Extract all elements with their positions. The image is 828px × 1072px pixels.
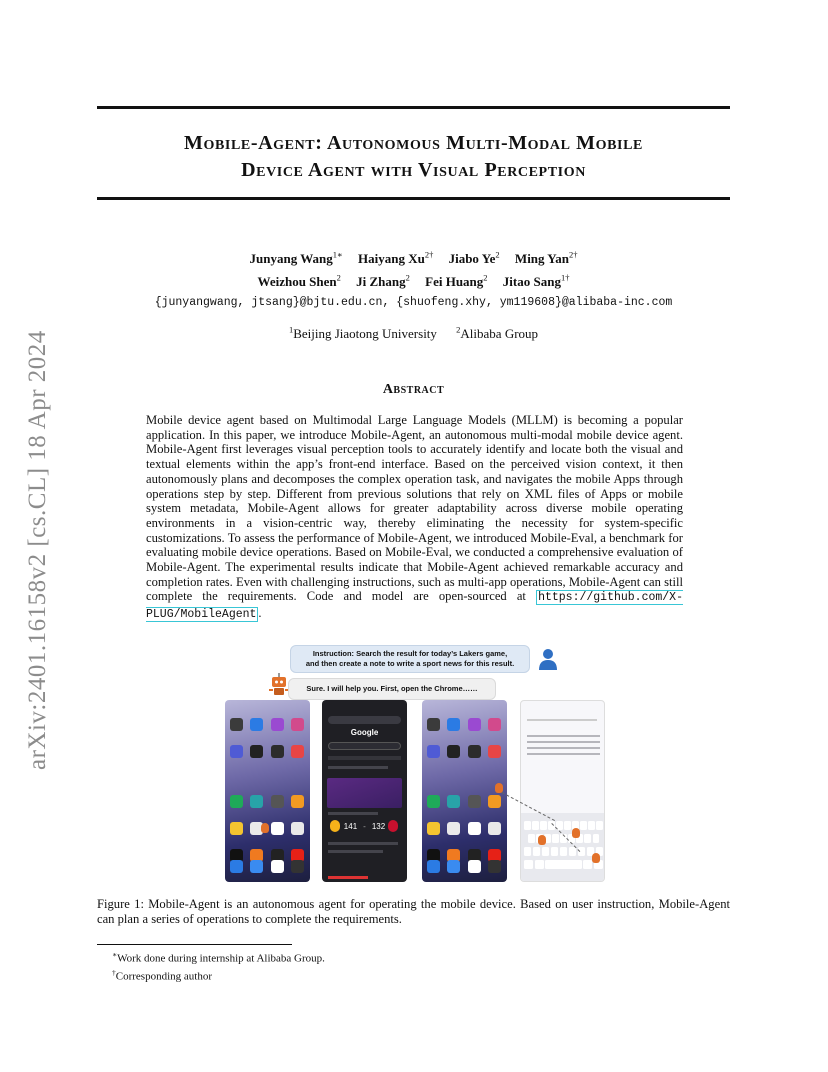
app-grid <box>230 718 305 758</box>
author-emails: {junyangwang, jtsang}@bjtu.edu.cn, {shuofeng.xhy, ym119608}@alibaba-inc.com <box>154 296 673 309</box>
author: Junyang Wang$^{1∗}$ <box>249 250 343 267</box>
author: Fei Huang$^2$ <box>425 272 488 289</box>
score-right: 132 <box>371 822 386 831</box>
contacts-app-icon <box>250 718 263 731</box>
weather-app-icon <box>427 745 440 758</box>
arxiv-identifier: arXiv:2401.16158v2 [cs.CL] 18 Apr 2024 <box>24 330 51 770</box>
calculator-app-icon <box>468 745 481 758</box>
settings-app-icon <box>427 718 440 731</box>
chrome-app-icon <box>447 822 460 835</box>
bulls-logo-icon <box>388 820 398 832</box>
author-row-2 <box>97 268 730 290</box>
author: Ji Zhang$^2$ <box>356 272 410 289</box>
url-bar <box>328 716 401 724</box>
paper-title <box>97 130 730 184</box>
phone-app-icon <box>230 860 243 873</box>
author: Jiabo Ye$^2$ <box>448 250 500 267</box>
play-store-app-icon <box>291 822 304 835</box>
phone-screenshot-home <box>225 700 310 882</box>
search-result-line <box>328 812 378 815</box>
toolbar-line <box>527 719 597 721</box>
title-top-rule <box>97 106 730 109</box>
search-result-line <box>328 766 388 769</box>
browser-app-icon <box>468 860 481 873</box>
github-link[interactable]: https://github.com/X-PLUG/MobileAgent <box>146 591 683 622</box>
tap-pointer-icon <box>538 835 546 845</box>
abstract-heading: Abstract <box>382 382 445 397</box>
recorder-app-icon <box>291 745 304 758</box>
keyboard-row <box>524 821 603 830</box>
messages-app-icon <box>447 860 460 873</box>
robot-icon <box>268 672 290 696</box>
phone-manager-app-icon <box>250 795 263 808</box>
on-screen-keyboard <box>521 813 605 882</box>
instruction-line-2: and then create a note to write a sport news for this result. <box>305 659 515 668</box>
search-tabs <box>328 756 401 760</box>
author-row-1 <box>97 246 730 268</box>
keyboard-row <box>524 847 603 856</box>
author: Ming Yan$^{2\dagger}$ <box>514 250 578 267</box>
app-dock <box>427 860 502 873</box>
author: Jitao Sang$^{1\dagger}$ <box>502 272 570 289</box>
tools-app-icon <box>291 795 304 808</box>
maps-app-icon <box>230 822 243 835</box>
clock-app-icon <box>447 745 460 758</box>
status-bar <box>225 700 310 710</box>
calendar-app-icon <box>488 718 501 731</box>
instruction-line-1: Instruction: Search the result for today’s Lakers game, <box>312 649 508 658</box>
gmail-app-icon <box>271 822 284 835</box>
abstract-text: Mobile device agent based on Multimodal Large Language Models (MLLM) is becoming a popular application. In this paper, we introduce Mobile-Agent, an autonomous multi-modal mobile device agent. Mobile-Agent first leverages visual perception tools to accurately identify and locate both the visual and textual elements within the app’s front-end interface. Based on the perceived vision context, it then autonomously plans and decomposes the complex operation task, and navigates the mobile Apps through operations step by step. Different from previous solutions that rely on XML files of Apps or mobile system metadata, Mobile-Agent allows for greater adaptability across diverse mobile operating environments in a vision-centric way, thereby eliminating the necessity for system-specific customizations. To assess the performance of Mobile-Agent, we introduced Mobile-Eval, a benchmark for evaluating mobile device operations. Based on Mobile-Eval, we conducted a comprehensive evaluation of Mobile-Agent. The experimental results indicate that Mobile-Agent achieved remarkable accuracy and completion rates. Even with challenging instructions, such as multi-app operations, Mobile-Agent can still complete the requirements. Code and model are open-sourced at <box>146 413 683 604</box>
instruction-bubble <box>290 645 530 673</box>
app-grid <box>427 718 502 758</box>
tap-pointer-icon <box>261 823 269 833</box>
game-score: 141 - 132 <box>343 822 386 831</box>
phone-manager-app-icon <box>447 795 460 808</box>
footnote-rule <box>97 944 292 945</box>
clock-app-icon <box>250 745 263 758</box>
title-line-1: Mobile-Agent: Autonomous Multi-Modal Mobile <box>184 132 643 154</box>
tools-app-icon <box>488 795 501 808</box>
weather-app-icon <box>230 745 243 758</box>
footnotes <box>112 948 325 983</box>
app-dock <box>230 860 305 873</box>
browser-app-icon <box>271 860 284 873</box>
figure-caption: Figure 1: Mobile-Agent is an autonomous agent for operating the mobile device. Based on user instruction, Mobile-Agent can plan a series of operations to complete the requirements. <box>97 897 730 926</box>
camera-app-icon <box>291 860 304 873</box>
phone-screenshot-google <box>322 700 407 882</box>
agent-reply-bubble: Sure. I will help you. First, open the Chrome…… <box>288 678 496 700</box>
note-text-lines <box>527 735 600 757</box>
abstract-body: Mobile device agent based on Multimodal Large Language Models (MLLM) is becoming a popular application. In this paper, we introduce Mobile-Agent, an autonomous multi-modal mobile device agent. Mobile-Agent first leverages visual perception tools to accurately identify and locate both the visual and textual elements within the app’s front-end interface. Based on the perceived vision context, it then autonomously plans and decomposes the complex operation task, and navigates the mobile Apps through operations step by step. Different from previous solutions that rely on XML files of Apps or mobile system metadata, Mobile-Agent allows for greater adaptability across diverse mobile operating environments in a vision-centric way, thereby eliminating the necessity for system-specific customizations. To assess the performance of Mobile-Agent, we introduced Mobile-Eval, a benchmark for evaluating mobile device operations. Based on Mobile-Eval, we conducted a comprehensive evaluation of Mobile-Agent. The experimental results indicate that Mobile-Agent achieved remarkable accuracy and completion rates. Even with challenging instructions, such as multi-app operations, Mobile-Agent can still complete the requirements. Code and model are open-sourced at https://github.com/X-PLUG/MobileAgent . <box>146 413 683 622</box>
user-icon <box>538 648 558 670</box>
author: Haiyang $Xu^{2\dagger}$ <box>358 250 434 267</box>
maps-app-icon <box>427 822 440 835</box>
author-list <box>97 246 730 291</box>
search-result-line <box>328 850 383 853</box>
affiliations <box>97 325 730 342</box>
title-line-2: Device Agent with Visual Perception <box>241 159 586 181</box>
files-app-icon <box>468 795 481 808</box>
gallery-app-icon <box>271 718 284 731</box>
lakers-result-card <box>327 778 402 808</box>
search-result-line <box>328 842 398 845</box>
recorder-app-icon <box>488 745 501 758</box>
status-bar <box>322 700 407 710</box>
settings-app-icon <box>230 718 243 731</box>
notes-app-icon <box>230 795 243 808</box>
progress-bar <box>328 876 368 879</box>
files-app-icon <box>271 795 284 808</box>
tap-pointer-icon <box>592 853 600 863</box>
tap-pointer-icon <box>572 828 580 838</box>
footnote: ∗Work done during internship at Alibaba Group. <box>112 950 325 965</box>
google-logo: Google <box>350 728 379 737</box>
gallery-app-icon <box>468 718 481 731</box>
keyboard-row <box>524 860 603 869</box>
calculator-app-icon <box>271 745 284 758</box>
camera-app-icon <box>488 860 501 873</box>
affiliation: $^2$Alibaba Group <box>456 325 539 342</box>
status-bar <box>521 701 604 711</box>
calendar-app-icon <box>291 718 304 731</box>
search-query-box <box>328 742 401 750</box>
gmail-app-icon <box>468 822 481 835</box>
notes-app-icon <box>427 795 440 808</box>
status-bar <box>422 700 507 710</box>
contacts-app-icon <box>447 718 460 731</box>
author: Weizhou Shen$^2$ <box>257 272 341 289</box>
title-bottom-rule <box>97 197 730 200</box>
score-left: 141 <box>343 822 358 831</box>
messages-app-icon <box>250 860 263 873</box>
footnote: †Corresponding author <box>112 967 212 983</box>
phone-app-icon <box>427 860 440 873</box>
app-grid <box>427 795 502 862</box>
play-store-app-icon <box>488 822 501 835</box>
affiliation: $^1$Beijing Jiaotong University <box>288 325 437 342</box>
figure-1 <box>220 640 610 885</box>
